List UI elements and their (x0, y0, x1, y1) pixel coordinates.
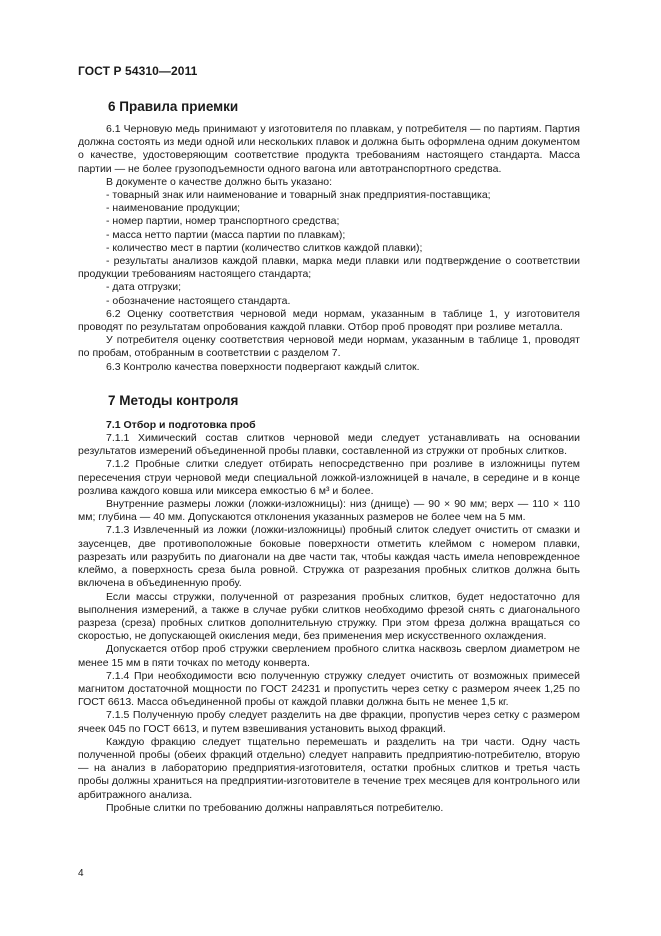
paragraph-7-1-2: 7.1.2 Пробные слитки следует отбирать непосредственно при розливе в изложницы путем пересечения струи черновой меди специальной ложкой-изложницей в начале, в середине и в конце розлива каждого ковша или миксера емкостью 6 м³ и более. (78, 458, 580, 497)
list-item: - обозначение настоящего стандарта. (106, 294, 291, 307)
section-7-heading: 7 Методы контроля (108, 392, 239, 408)
list-item: - масса нетто партии (масса партии по плавкам); (106, 228, 346, 241)
document-body (78, 92, 580, 815)
page-number: 4 (78, 868, 84, 879)
list-item: - номер партии, номер транспортного средства; (106, 215, 340, 228)
list-item: - результаты анализов каждой плавки, марка меди плавки или подтверждение о соответствии продукции требованиям настоящего стандарта; (78, 255, 580, 281)
list-item: - наименование продукции; (106, 202, 241, 215)
paragraph-sample-ingots: Пробные слитки по требованию должны направляться потребителю. (106, 801, 444, 814)
list-item: - товарный знак или наименование и товарный знак предприятия-поставщика; (106, 189, 491, 202)
paragraph-7-1-5: 7.1.5 Полученную пробу следует разделить на две фракции, пропустив через сетку с размером ячеек 045 по ГОСТ 6613, и путем взвешивания установить выход фракций. (78, 709, 580, 735)
paragraph-6-2: 6.2 Оценку соответствия черновой меди нормам, указанным в таблице 1, у изготовителя проводят по результатам опробования каждой плавки. Отбор проб проводят при розливе металла. (78, 307, 580, 334)
paragraph-6-2-consumer: У потребителя оценку соответствия черновой меди нормам, указанным в таблице 1, проводят по пробам, отобранным в соответствии с разделом 7. (78, 334, 580, 360)
paragraph-ladle-dimensions: Внутренние размеры ложки (ложки-изложницы): низ (днище) — 90 × 90 мм; верх — 110 × 110 мм; глубина — 40 мм. Допускаются отклонения указанных размеров не более чем на 5 мм. (78, 498, 580, 524)
paragraph-7-1-1: 7.1.1 Химический состав слитков черновой меди следует устанавливать на основании результатов измерений объединенной пробы плавки, составленной из стружки от пробных слитков. (78, 432, 580, 458)
document-header: ГОСТ Р 54310—2011 (78, 64, 198, 78)
paragraph-doc-contents: В документе о качестве должно быть указано: (106, 175, 333, 188)
section-6-heading: 6 Правила приемки (108, 99, 239, 114)
list-item: - количество мест в партии (количество слитков каждой плавки); (106, 241, 423, 254)
paragraph-7-1-3: 7.1.3 Извлеченный из ложки (ложки-изложницы) пробный слиток следует очистить от смазки и заусенцев, две противоположные боковые поверхности отметить клеймом с номером плавки, разрезать или разрубить по диагонали на две части так, чтобы каждая часть имела неповрежденное клеймо, а поверхность среза была ровной. Стружка от разрезания пробных слитков должна быть включена в объединенную пробу. (78, 524, 580, 590)
paragraph-drilling: Допускается отбор проб стружки сверлением пробного слитка насквозь сверлом диаметром не менее 15 мм в пяти точках по методу конверта. (78, 643, 580, 669)
paragraph-7-1-4: 7.1.4 При необходимости всю полученную стружку следует очистить от возможных примесей магнитом достаточной мощности по ГОСТ 24231 и пропустить через сетку с размером ячеек 1,25 по ГОСТ 6613. Масса объединенной пробы от каждой плавки должна быть не менее 1,5 кг. (78, 669, 580, 709)
paragraph-6-3: 6.3 Контролю качества поверхности подвергают каждый слиток. (106, 360, 420, 373)
subsection-7-1-heading: 7.1 Отбор и подготовка проб (106, 418, 256, 431)
paragraph-additional-chips: Если массы стружки, полученной от разрезания пробных слитков, будет недостаточно для выполнения измерений, а также в случае рубки слитков необходимо фрезой снять с диагонального разреза (среза) пробных слитков дополнительную стружку. При этом фреза должна вращаться со скоростью, не допускающей окисления меди, без применения мер искусственного охлаждения. (78, 590, 580, 643)
paragraph-6-1: 6.1 Черновую медь принимают у изготовителя по плавкам, у потребителя — по партиям. Партия должна состоять из меди одной или нескольких плавок и должна быть оформлена одним документом о качестве, удостоверяющим соответствие продукта требованиям настоящего стандарта. Масса партии — не более грузоподъемности одного вагона или автотранспортного средства. (78, 123, 580, 175)
list-item: - дата отгрузки; (106, 281, 182, 294)
paragraph-fraction-division: Каждую фракцию следует тщательно перемешать и разделить на три части. Одну часть полученной пробы (обеих фракций отдельно) следует направить предприятию-потребителю, вторую — на анализ в лабораторию предприятия-изготовителя, остатки пробных слитков и третья часть пробы должны храниться на предприятии-изготовителе в течение трех месяцев для контрольного или арбитражного анализа. (78, 735, 580, 801)
